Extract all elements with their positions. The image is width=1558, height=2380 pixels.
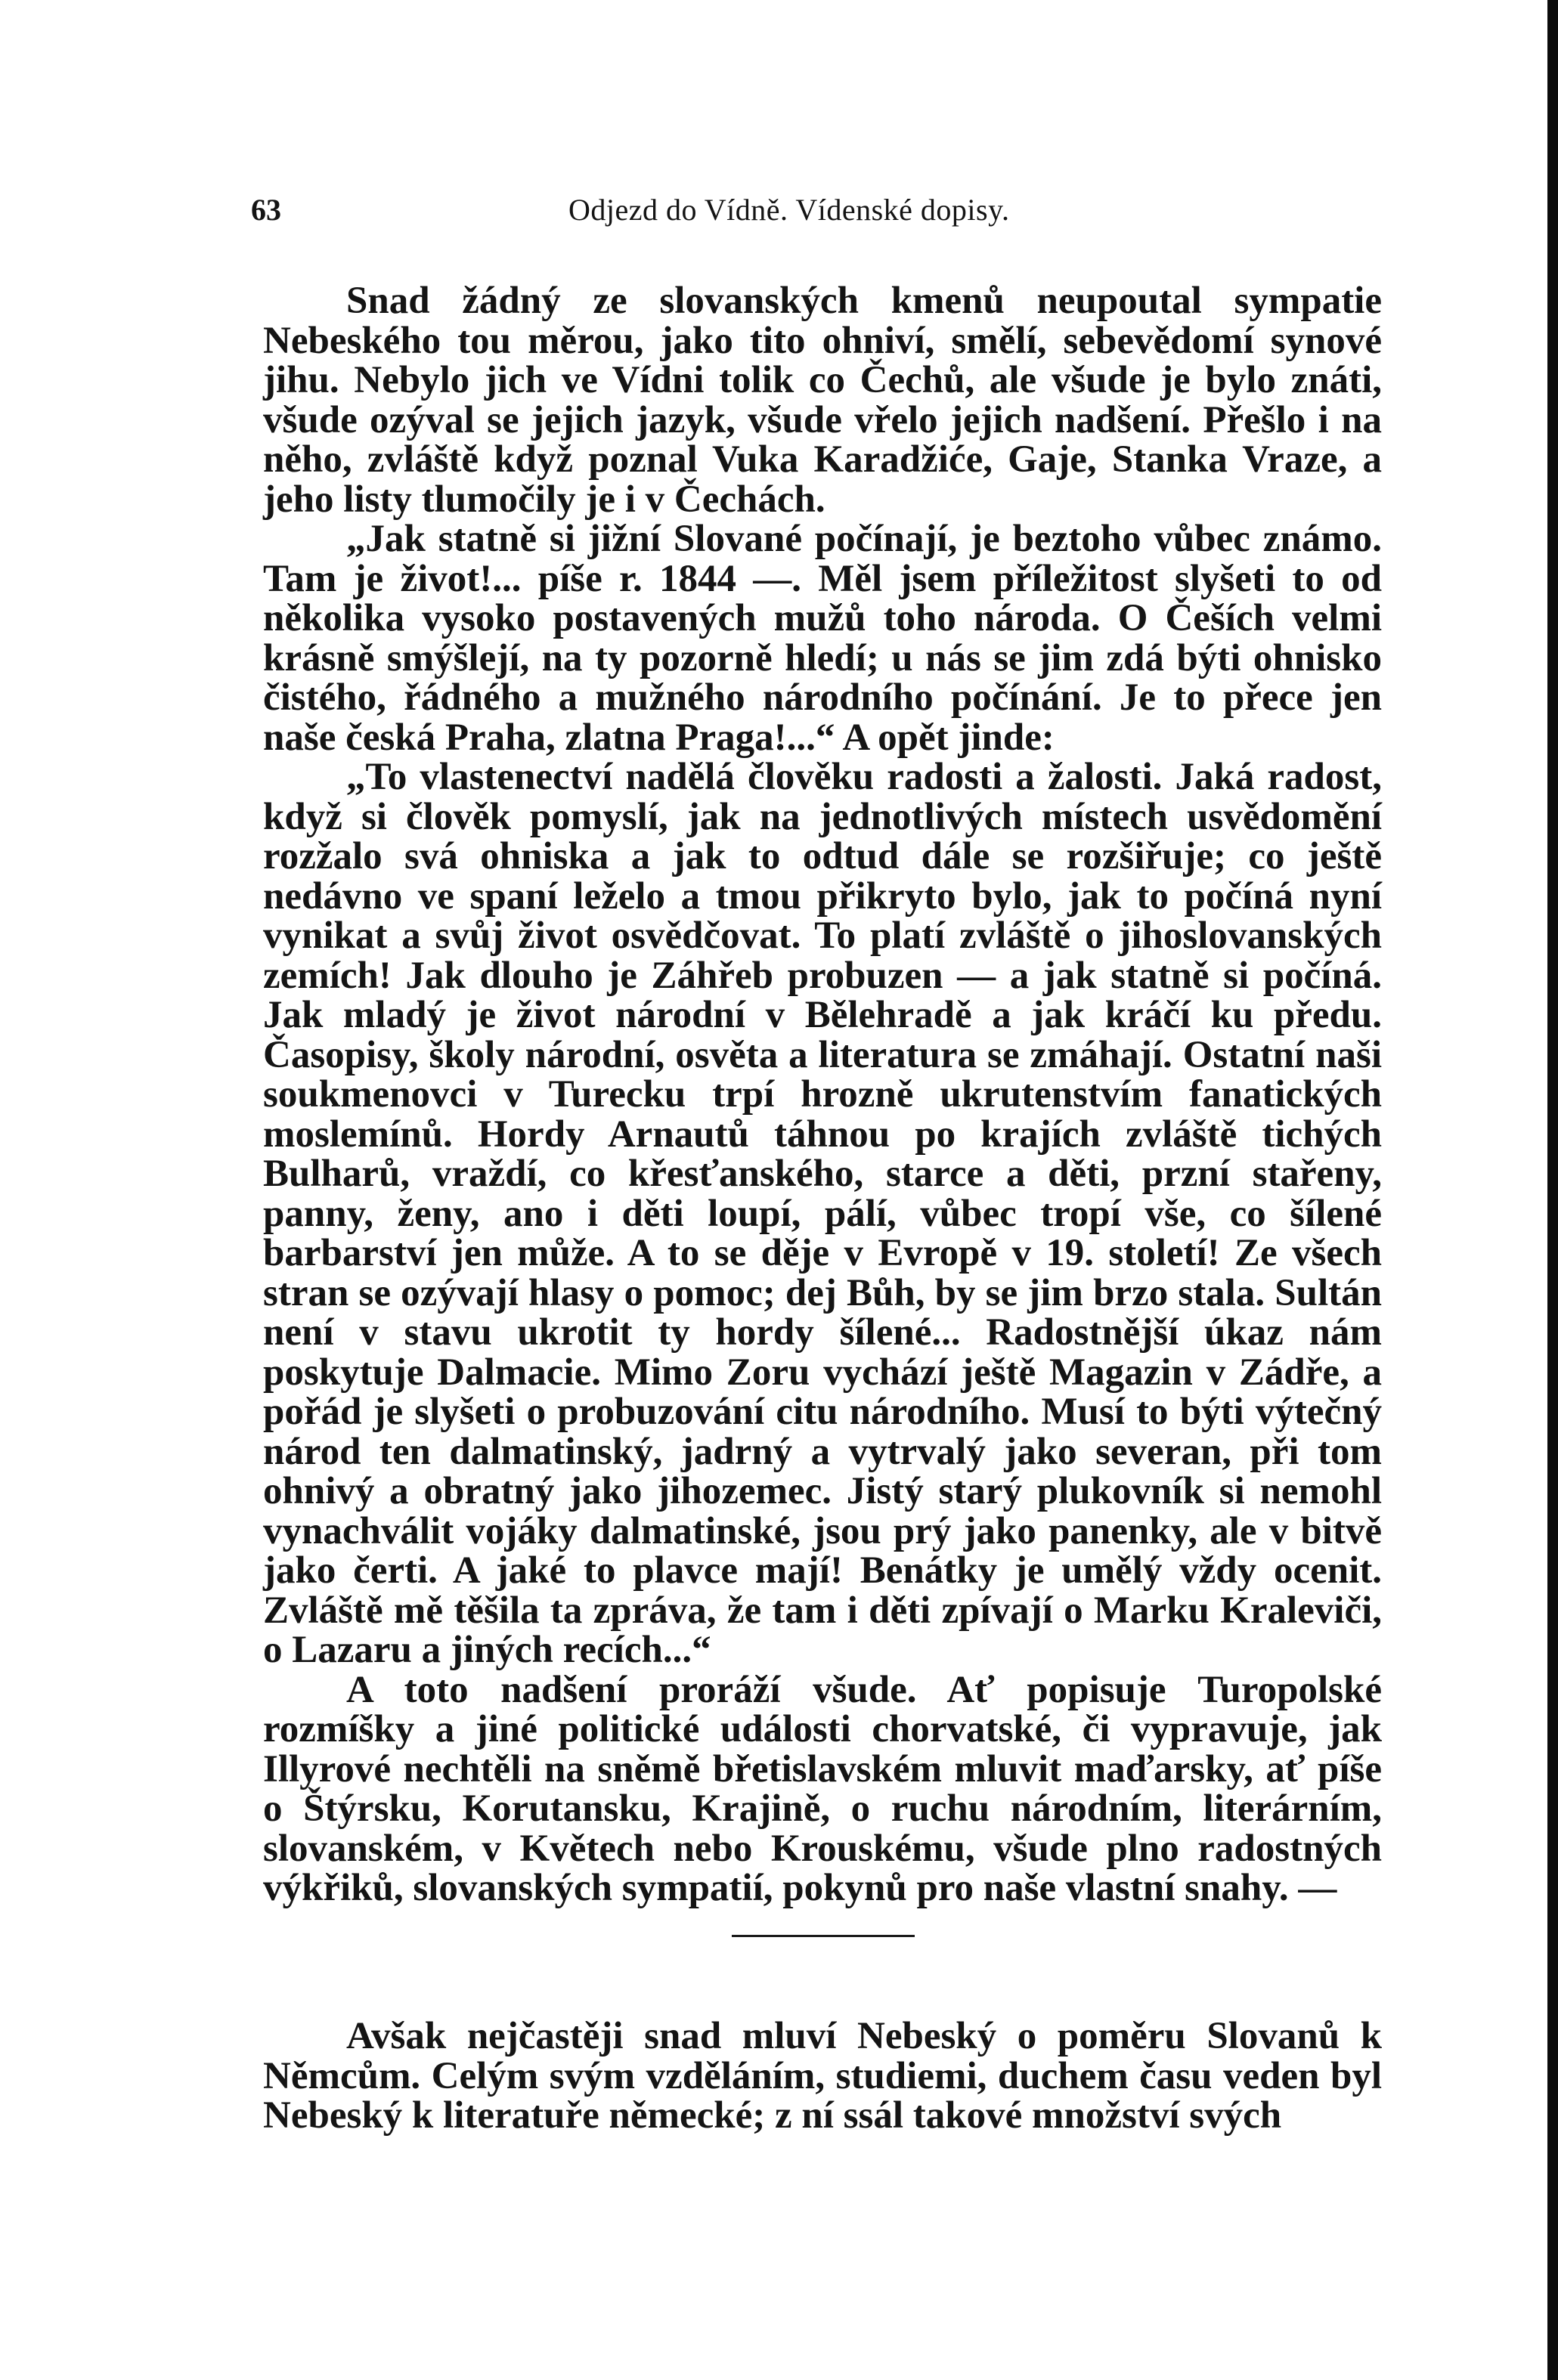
paragraph: „Jak statně si jižní Slované počínají, je beztoho vůbec známo. Tam je život!... píše r. 1844 —. Měl jsem příležitost slyšeti to od několika vysoko postavených mužů toho národa. O Češích velmi krásně smýšlejí, na ty pozorně hledí; u nás se jim zdá býti ohnisko čistého, řádného a mužného národního počínání. Je to přece jen naše česká Praha, zlatna Praga!...“ A opět jinde: bbox=[263, 518, 1382, 759]
paragraph: Avšak nejčastěji snad mluví Nebeský o poměru Slovanů k Němcům. Celým svým vzděláním, studiemi, duchem času veden byl Nebeský k literatuře německé; z ní ssál takové množství svých bbox=[263, 2015, 1382, 2137]
running-head: Odjezd do Vídně. Vídenské dopisy. bbox=[568, 193, 1010, 227]
page-edge-shadow bbox=[1547, 0, 1558, 2380]
page-header bbox=[251, 187, 1385, 233]
body-text-top bbox=[263, 281, 1382, 1908]
body-text-bottom bbox=[263, 2016, 1382, 2136]
paragraph: Snad žádný ze slovanských kmenů neupoutal sympatie Nebeského tou měrou, jako tito ohniví, smělí, sebevědomí synové jihu. Nebylo jich ve Vídni tolik co Čechů, ale všude je bylo znáti, všude ozýval se jejich jazyk, všude vřelo jejich nadšení. Přešlo i na něho, zvláště když poznal Vuka Karadžiće, Gaje, Stanka Vraze, a jeho listy tlumočily je i v Čechách. bbox=[263, 280, 1382, 521]
paragraph: „To vlastenectví nadělá člověku radosti a žalosti. Jaká radost, když si člověk pomyslí, jak na jednotlivých místech usvědomění rozžalo svá ohniska a jak to odtud dále se rozšiřuje; co ještě nedávno ve spaní leželo a tmou přikryto bylo, jak to počíná nyní vynikat a svůj život osvědčovat. To platí zvláště o jihoslovanských zemích! Jak dlouho je Záhřeb probuzen — a jak statně si počíná. Jak mladý je život národní v Bělehradě a jak kráčí ku předu. Časopisy, školy národní, osvěta a literatura se zmáhají. Ostatní naši soukmenovci v Turecku trpí hrozně ukrutenstvím fanatických moslemínů. Hordy Arnautů táhnou po krajích zvláště tichých Bulharů, vraždí, co křesťanského, starce a děti, przní stařeny, panny, ženy, ano i děti loupí, pálí, vůbec tropí vše, co šílené barbarství jen může. A to se děje v Evropě v 19. století! Ze všech stran se ozývají hlasy o pomoc; dej Bůh, by se jim brzo stala. Sultán není v stavu ukrotit ty hordy šílené... Radostnější úkaz nám poskytuje Dalmacie. Mimo Zoru vychází ještě Magazin v Zádře, a pořád je slyšeti o probuzování citu národního. Musí to býti výtečný národ ten dalmatinský, jadrný a vytrvalý jako severan, při tom ohnivý a obratný jako jihozemec. Jistý starý plukovník si nemohl vynachválit vojáky dalmatinské, jsou prý jako panenky, ale v bitvě jako čerti. A jaké to plavce mají! Benátky je umělý vždy ocenit. Zvláště mě těšila ta zpráva, že tam i děti zpívají o Marku Kraleviči, o Lazaru a jiných recích...“ bbox=[263, 756, 1382, 1671]
page-number: 63 bbox=[251, 193, 281, 227]
paragraph: A toto nadšení proráží všude. Ať popisuje Turopolské rozmíšky a jiné politické události chorvatské, či vypravuje, jak Illyrové nechtěli na sněmě břetislavském mluvit maďarsky, ať píše o Štýrsku, Korutansku, Krajině, o ruchu národním, literárním, slovanském, v Květech nebo Krouskému, všude plno radostných výkřiků, slovanských sympatií, pokynů pro naše vlastní snahy. — bbox=[263, 1668, 1382, 1909]
section-divider bbox=[732, 1935, 915, 1937]
